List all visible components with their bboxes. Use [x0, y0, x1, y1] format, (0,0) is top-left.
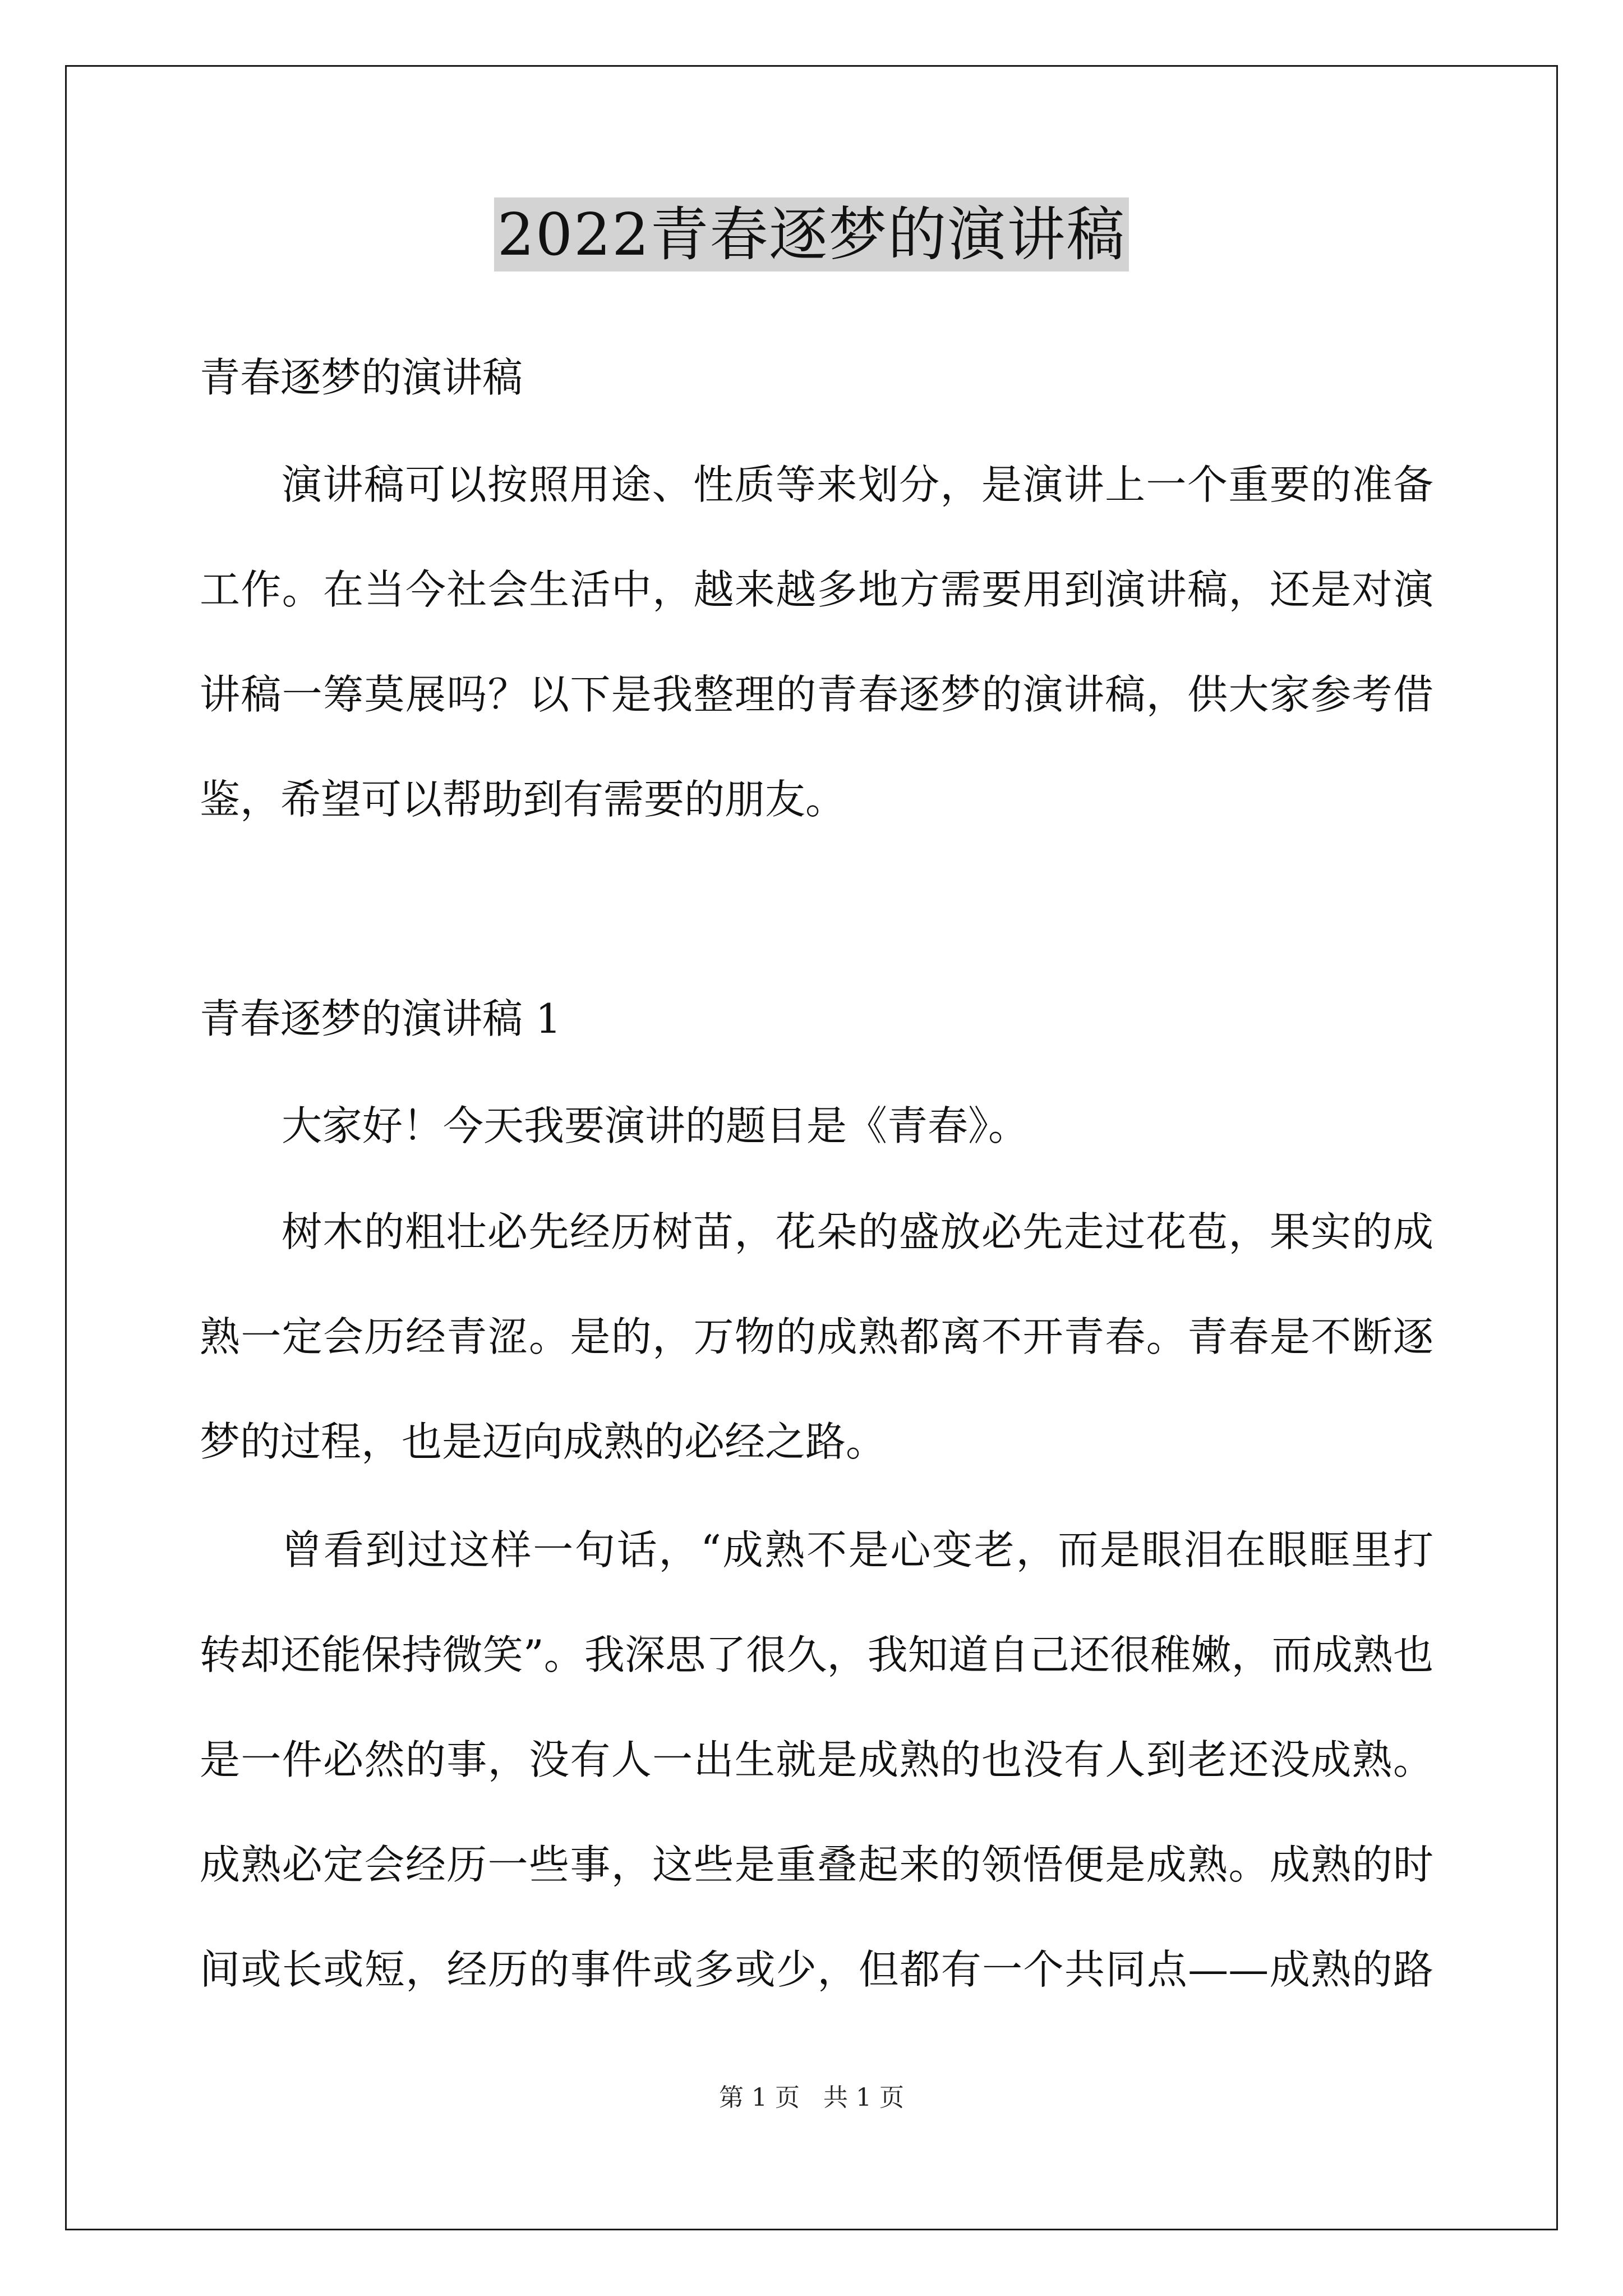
title-container — [0, 197, 1623, 272]
page-number: 第 1 页 — [719, 2083, 800, 2112]
page-total: 共 1 页 — [823, 2083, 904, 2112]
subtitle: 青春逐梦的演讲稿 — [200, 354, 523, 401]
intro-line: 演讲稿可以按照用途、性质等来划分，是演讲上一个重要的准备 — [282, 461, 1433, 508]
intro-line: 工作。在当今社会生活中，越来越多地方需要用到演讲稿，还是对演 — [200, 566, 1433, 613]
paragraph-line: 成熟必定会经历一些事，这些是重叠起来的领悟便是成熟。成熟的时 — [200, 1841, 1433, 1888]
intro-line: 讲稿一筹莫展吗？以下是我整理的青春逐梦的演讲稿，供大家参考借 — [200, 671, 1433, 718]
document-title: 2022青春逐梦的演讲稿 — [494, 197, 1129, 272]
paragraph-line: 间或长或短，经历的事件或多或少，但都有一个共同点——成熟的路 — [200, 1946, 1433, 1993]
section-heading: 青春逐梦的演讲稿 1 — [200, 995, 561, 1042]
paragraph-line: 熟一定会历经青涩。是的，万物的成熟都离不开青春。青春是不断逐 — [200, 1313, 1433, 1360]
page-footer — [0, 2082, 1623, 2114]
greeting-line: 大家好！今天我要演讲的题目是《青春》。 — [282, 1102, 1029, 1149]
paragraph-line: 转却还能保持微笑”。我深思了很久，我知道自己还很稚嫩，而成熟也 — [200, 1631, 1433, 1678]
paragraph-line: 是一件必然的事，没有人一出生就是成熟的也没有人到老还没成熟。 — [200, 1736, 1433, 1783]
intro-line: 鉴，希望可以帮助到有需要的朋友。 — [200, 776, 846, 823]
paragraph-line: 梦的过程，也是迈向成熟的必经之路。 — [200, 1418, 887, 1465]
paragraph-line: 曾看到过这样一句话，“成熟不是心变老，而是眼泪在眼眶里打 — [282, 1526, 1433, 1573]
paragraph-line: 树木的粗壮必先经历树苗，花朵的盛放必先走过花苞，果实的成 — [282, 1208, 1433, 1255]
